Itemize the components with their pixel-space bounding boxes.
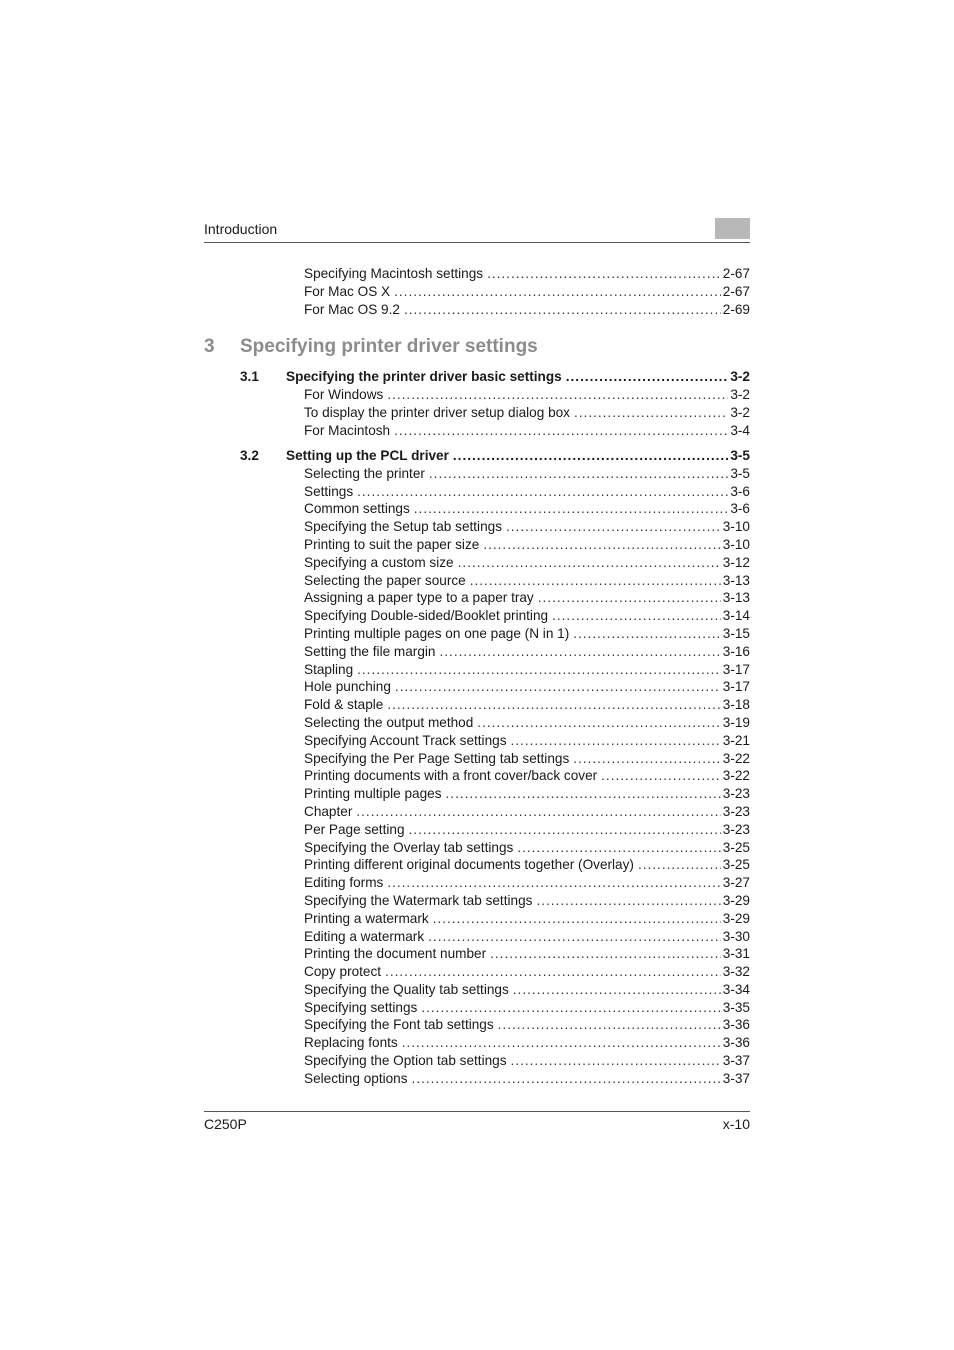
dot-leader bbox=[483, 536, 720, 554]
toc-entry[interactable] bbox=[304, 554, 750, 572]
dot-leader bbox=[638, 856, 721, 874]
toc-entry-title: Setting the file margin bbox=[304, 643, 436, 659]
toc-entry[interactable] bbox=[304, 910, 750, 928]
page-header bbox=[204, 218, 750, 243]
dot-leader bbox=[490, 945, 721, 963]
toc-entry[interactable] bbox=[304, 803, 750, 821]
toc-entry[interactable] bbox=[304, 404, 750, 422]
toc-entry-title: Editing forms bbox=[304, 875, 384, 891]
toc-entry-page: 3-34 bbox=[722, 981, 750, 997]
dot-leader bbox=[394, 283, 721, 301]
header-title: Introduction bbox=[204, 221, 278, 237]
toc-entry[interactable] bbox=[304, 301, 750, 319]
toc-entry-title: Specifying settings bbox=[304, 999, 418, 1015]
toc-entry-page: 2-67 bbox=[722, 283, 750, 299]
toc-entry-title: Specifying the Watermark tab settings bbox=[304, 892, 533, 908]
toc-entry-page: 2-69 bbox=[722, 301, 750, 317]
dot-leader bbox=[538, 589, 721, 607]
toc-entry[interactable] bbox=[304, 821, 750, 839]
dot-leader bbox=[446, 785, 721, 803]
toc-entry[interactable] bbox=[304, 714, 750, 732]
toc-entry[interactable] bbox=[304, 999, 750, 1017]
toc-entry-title: Specifying a custom size bbox=[304, 554, 454, 570]
section-page: 3-5 bbox=[730, 447, 750, 463]
dot-leader bbox=[412, 1070, 721, 1088]
toc-entry[interactable] bbox=[304, 963, 750, 981]
continued-entries bbox=[204, 265, 750, 318]
section-number: 3.2 bbox=[240, 447, 259, 463]
toc-entry-page: 3-2 bbox=[730, 405, 750, 421]
toc-entry-page: 3-29 bbox=[722, 892, 750, 908]
toc-entry-title: Printing multiple pages on one page (N in 1) bbox=[304, 625, 570, 641]
chapter-title: Specifying printer driver settings bbox=[240, 336, 538, 358]
section-title: Specifying the printer driver basic settings bbox=[286, 369, 562, 385]
toc-entry-title: Specifying the Font tab settings bbox=[304, 1017, 494, 1033]
toc-entry-page: 3-36 bbox=[722, 1035, 750, 1051]
toc-entry-page: 3-10 bbox=[722, 519, 750, 535]
toc-entry-page: 3-17 bbox=[722, 661, 750, 677]
toc-entry-title: Selecting the printer bbox=[304, 465, 425, 481]
dot-leader bbox=[387, 386, 728, 404]
page-footer bbox=[204, 1111, 750, 1136]
toc-entry[interactable] bbox=[304, 518, 750, 536]
dot-leader bbox=[511, 1052, 721, 1070]
dot-leader bbox=[573, 750, 721, 768]
toc-entry[interactable] bbox=[304, 1016, 750, 1034]
toc-entry-title: Replacing fonts bbox=[304, 1035, 398, 1051]
toc-entry[interactable] bbox=[304, 500, 750, 518]
header-tab-marker bbox=[715, 218, 750, 239]
toc-entry-page: 2-67 bbox=[722, 266, 750, 281]
toc-entry[interactable] bbox=[304, 265, 750, 283]
toc-entry-title: Hole punching bbox=[304, 679, 391, 695]
dot-leader bbox=[357, 483, 728, 501]
toc-entry-page: 3-4 bbox=[730, 422, 750, 438]
dot-leader bbox=[395, 678, 721, 696]
dot-leader bbox=[385, 963, 721, 981]
toc-entry-title: Copy protect bbox=[304, 964, 382, 980]
toc-entry[interactable] bbox=[304, 696, 750, 714]
dot-leader bbox=[429, 465, 728, 483]
toc-entry[interactable] bbox=[304, 945, 750, 963]
toc-entry-page: 3-29 bbox=[722, 910, 750, 926]
toc-entry-title: For Mac OS X bbox=[304, 283, 391, 299]
toc-entry-page: 3-31 bbox=[722, 946, 750, 962]
toc-entry-title: Specifying the Per Page Setting tab settings bbox=[304, 750, 570, 766]
toc-entry-title: Specifying Account Track settings bbox=[304, 732, 507, 748]
toc-entry-page: 3-23 bbox=[722, 803, 750, 819]
toc-entry-page: 3-15 bbox=[722, 625, 750, 641]
dot-leader bbox=[414, 500, 729, 518]
section-number: 3.1 bbox=[240, 369, 259, 385]
sections-list bbox=[204, 368, 750, 1087]
toc-entry-title: For Macintosh bbox=[304, 422, 391, 438]
toc-entry-page: 3-25 bbox=[722, 857, 750, 873]
toc-entry-title: Printing the document number bbox=[304, 946, 487, 962]
toc-entry-page: 3-6 bbox=[730, 483, 750, 499]
toc-entry-page: 3-22 bbox=[722, 768, 750, 784]
footer-page-number: x-10 bbox=[722, 1116, 750, 1132]
toc-entry[interactable] bbox=[304, 283, 750, 301]
toc-entry[interactable] bbox=[304, 1034, 750, 1052]
toc-entry[interactable] bbox=[304, 661, 750, 679]
dot-leader bbox=[421, 999, 720, 1017]
toc-entry-title: Printing documents with a front cover/back cover bbox=[304, 768, 598, 784]
chapter-heading bbox=[204, 336, 750, 362]
dot-leader bbox=[513, 981, 721, 999]
toc-entry[interactable] bbox=[304, 874, 750, 892]
dot-leader bbox=[439, 643, 720, 661]
toc-entry[interactable] bbox=[304, 607, 750, 625]
toc-entry-page: 3-2 bbox=[730, 387, 750, 403]
dot-leader bbox=[356, 803, 720, 821]
toc-entry-page: 3-22 bbox=[722, 750, 750, 766]
toc-entry-title: To display the printer driver setup dialog box bbox=[304, 405, 570, 421]
toc-entry-title: Printing a watermark bbox=[304, 910, 429, 926]
dot-leader bbox=[477, 714, 720, 732]
dot-leader bbox=[470, 572, 721, 590]
toc-entry-page: 3-23 bbox=[722, 821, 750, 837]
footer-model: C250P bbox=[204, 1116, 247, 1132]
section-page: 3-2 bbox=[730, 369, 750, 385]
toc-entry[interactable] bbox=[304, 589, 750, 607]
toc-entry[interactable] bbox=[304, 572, 750, 590]
dot-leader bbox=[511, 732, 721, 750]
toc-entry[interactable] bbox=[304, 767, 750, 785]
dot-leader bbox=[404, 301, 721, 319]
toc-entry-page: 3-12 bbox=[722, 554, 750, 570]
toc-entry-page: 3-10 bbox=[722, 536, 750, 552]
dot-leader bbox=[573, 625, 721, 643]
toc-entry[interactable] bbox=[304, 892, 750, 910]
toc-entry[interactable] bbox=[304, 1052, 750, 1070]
toc-entry[interactable] bbox=[304, 643, 750, 661]
toc-entry[interactable] bbox=[304, 386, 750, 404]
toc-entry-title: Assigning a paper type to a paper tray bbox=[304, 590, 534, 606]
toc-entry-page: 3-6 bbox=[730, 501, 750, 517]
toc-entry-title: Specifying the Overlay tab settings bbox=[304, 839, 514, 855]
toc-entry-title: Editing a watermark bbox=[304, 928, 425, 944]
dot-leader bbox=[428, 928, 721, 946]
toc-entry-title: Specifying Macintosh settings bbox=[304, 266, 484, 281]
toc-entry-title: Selecting options bbox=[304, 1070, 408, 1086]
toc-entry-title: For Mac OS 9.2 bbox=[304, 301, 400, 317]
dot-leader bbox=[552, 607, 721, 625]
toc-entry[interactable] bbox=[304, 928, 750, 946]
dot-leader bbox=[498, 1016, 721, 1034]
toc-entry-title: Printing different original documents together (Overlay) bbox=[304, 857, 634, 873]
toc-entry[interactable] bbox=[304, 483, 750, 501]
toc-entry-page: 3-18 bbox=[722, 697, 750, 713]
dot-leader bbox=[387, 874, 720, 892]
dot-leader bbox=[453, 447, 728, 465]
toc-entry-page: 3-13 bbox=[722, 572, 750, 588]
toc-entry[interactable] bbox=[304, 678, 750, 696]
toc-entry-title: Selecting the output method bbox=[304, 714, 474, 730]
toc-entry-page: 3-30 bbox=[722, 928, 750, 944]
dot-leader bbox=[487, 265, 721, 283]
toc-entry[interactable] bbox=[304, 422, 750, 440]
dot-leader bbox=[506, 518, 721, 536]
toc-entry-title: Fold & staple bbox=[304, 697, 384, 713]
toc-entry-page: 3-27 bbox=[722, 875, 750, 891]
section-title: Setting up the PCL driver bbox=[286, 447, 449, 463]
toc-entry-title: Common settings bbox=[304, 501, 410, 517]
toc-entry-title: Printing to suit the paper size bbox=[304, 536, 480, 552]
dot-leader bbox=[357, 661, 721, 679]
dot-leader bbox=[458, 554, 721, 572]
toc-entry-page: 3-21 bbox=[722, 732, 750, 748]
dot-leader bbox=[409, 821, 721, 839]
toc-entry-page: 3-19 bbox=[722, 714, 750, 730]
toc-entry-page: 3-13 bbox=[722, 590, 750, 606]
toc-entry-title: Settings bbox=[304, 483, 354, 499]
dot-leader bbox=[387, 696, 720, 714]
toc-entry-page: 3-36 bbox=[722, 1017, 750, 1033]
toc-entry[interactable] bbox=[304, 750, 750, 768]
toc-entry-title: Printing multiple pages bbox=[304, 786, 442, 802]
toc-entry-title: Specifying the Option tab settings bbox=[304, 1053, 507, 1069]
dot-leader bbox=[517, 839, 720, 857]
toc-entry[interactable] bbox=[304, 981, 750, 999]
toc-entry[interactable] bbox=[304, 465, 750, 483]
toc-entry-title: For Windows bbox=[304, 387, 384, 403]
chapter-number: 3 bbox=[204, 336, 215, 358]
toc-entry-page: 3-37 bbox=[722, 1053, 750, 1069]
toc-entry-page: 3-32 bbox=[722, 964, 750, 980]
dot-leader bbox=[402, 1034, 721, 1052]
toc-entry-page: 3-14 bbox=[722, 608, 750, 624]
toc-entry-page: 3-16 bbox=[722, 643, 750, 659]
toc-entry-page: 3-17 bbox=[722, 679, 750, 695]
dot-leader bbox=[601, 767, 721, 785]
section-heading[interactable] bbox=[240, 447, 750, 465]
section-heading[interactable] bbox=[240, 368, 750, 386]
dot-leader bbox=[394, 422, 728, 440]
toc-entry[interactable] bbox=[304, 732, 750, 750]
toc-entry[interactable] bbox=[304, 856, 750, 874]
toc-entry-page: 3-25 bbox=[722, 839, 750, 855]
dot-leader bbox=[536, 892, 720, 910]
toc-entry-title: Stapling bbox=[304, 661, 354, 677]
toc-entry-page: 3-23 bbox=[722, 786, 750, 802]
toc-entry-title: Specifying the Quality tab settings bbox=[304, 981, 509, 997]
toc-entry[interactable] bbox=[304, 1070, 750, 1088]
toc-entry-title: Chapter bbox=[304, 803, 353, 819]
dot-leader bbox=[433, 910, 721, 928]
toc-entry[interactable] bbox=[304, 839, 750, 857]
toc-entry-title: Specifying the Setup tab settings bbox=[304, 519, 502, 535]
toc-entry-page: 3-37 bbox=[722, 1070, 750, 1086]
dot-leader bbox=[566, 368, 729, 386]
toc-entry[interactable] bbox=[304, 785, 750, 803]
toc-entry-title: Selecting the paper source bbox=[304, 572, 466, 588]
dot-leader bbox=[574, 404, 728, 422]
toc-entry[interactable] bbox=[304, 536, 750, 554]
toc-entry-page: 3-35 bbox=[722, 999, 750, 1015]
table-of-contents bbox=[204, 265, 750, 1088]
toc-entry-page: 3-5 bbox=[730, 465, 750, 481]
toc-entry-title: Specifying Double-sided/Booklet printing bbox=[304, 608, 549, 624]
toc-entry[interactable] bbox=[304, 625, 750, 643]
toc-entry-title: Per Page setting bbox=[304, 821, 405, 837]
